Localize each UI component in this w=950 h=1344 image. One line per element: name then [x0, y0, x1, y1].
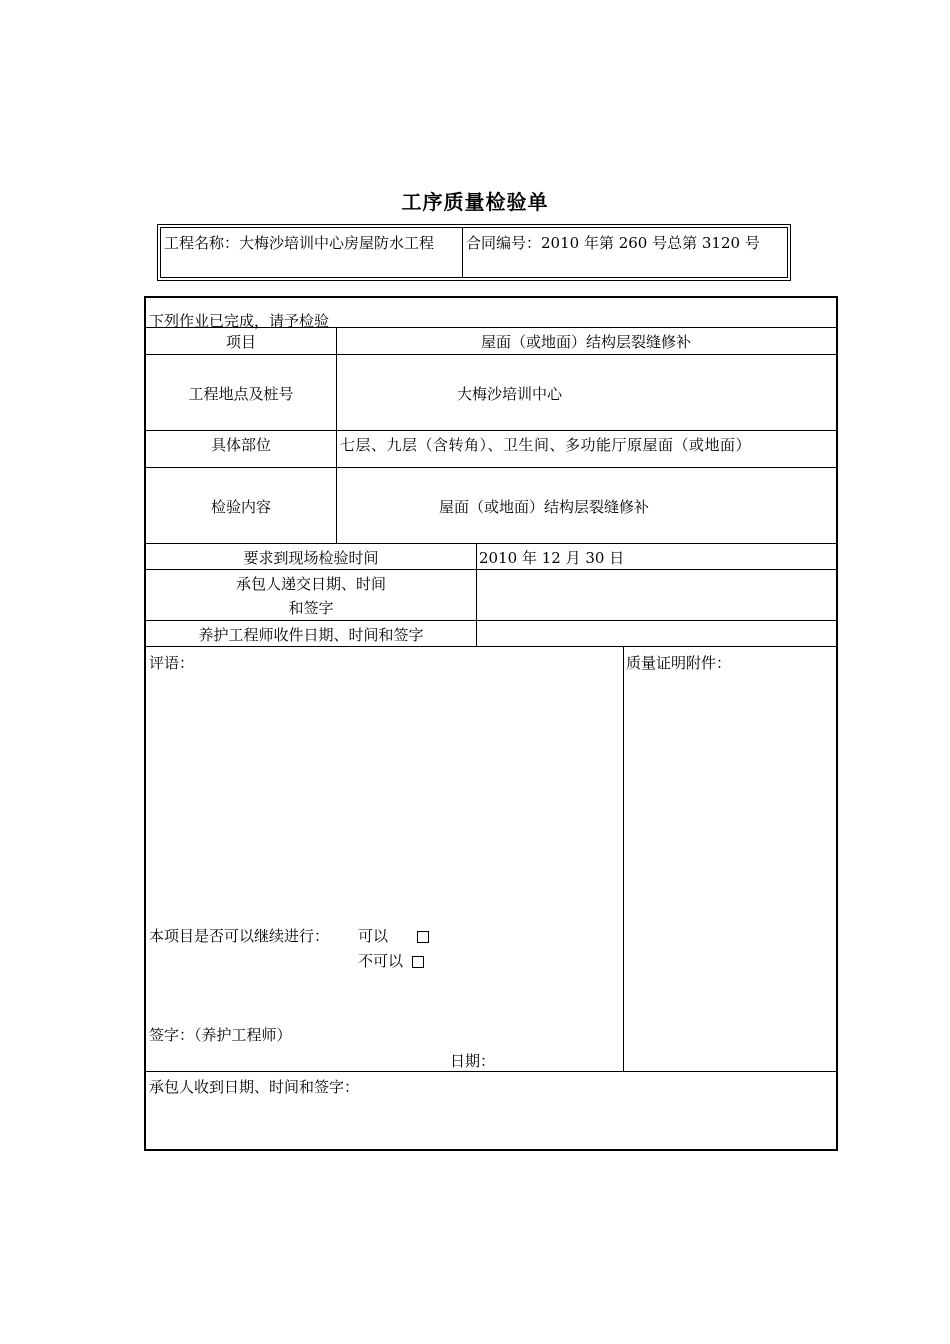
- project-name: 工程名称：大梅沙培训中心房屋防水工程: [161, 228, 463, 277]
- location-value: 大梅沙培训中心: [457, 385, 563, 403]
- item-label: 项目: [225, 333, 256, 351]
- attachments-label: 质量证明附件：: [626, 654, 732, 672]
- contractor-submit-label: 承包人递交日期、时间: [235, 575, 386, 593]
- contract-number: 合同编号：2010 年第 260 号总第 3120 号: [466, 234, 760, 252]
- engineer-receive-label: 养护工程师收件日期、时间和签字: [198, 626, 424, 644]
- no-checkbox[interactable]: [412, 956, 424, 968]
- signature-label: 签字：（养护工程师）: [149, 1026, 292, 1044]
- date-label: 日期：: [450, 1052, 496, 1070]
- continue-question: 本项目是否可以继续进行：: [149, 927, 330, 945]
- header-box: [157, 224, 791, 281]
- content-value: 屋面（或地面）结构层裂缝修补: [439, 498, 650, 516]
- inspection-form: [144, 296, 838, 1151]
- yes-checkbox[interactable]: [417, 931, 429, 943]
- option-yes-label: 可以: [358, 927, 389, 945]
- option-no-label: 不可以: [358, 952, 404, 970]
- required-time-label: 要求到现场检验时间: [243, 549, 379, 567]
- part-label: 具体部位: [210, 436, 271, 454]
- comments-label: 评语：: [149, 654, 195, 672]
- contractor-receive-label: 承包人收到日期、时间和签字：: [149, 1078, 360, 1096]
- location-label: 工程地点及桩号: [188, 385, 294, 403]
- required-time-value: 2010 年 12 月 30 日: [479, 549, 625, 567]
- part-value: 七层、九层（含转角）、卫生间、多功能厅原屋面（或地面）: [340, 436, 752, 454]
- content-label: 检验内容: [210, 498, 271, 516]
- option-no[interactable]: [358, 951, 424, 971]
- intro-text: 下列作业已完成，请予检验: [149, 312, 330, 330]
- page-title: 工序质量检验单: [401, 190, 549, 214]
- contractor-submit-label-2: 和签字: [288, 599, 334, 617]
- item-value: 屋面（或地面）结构层裂缝修补: [480, 333, 691, 351]
- option-yes[interactable]: [358, 926, 429, 946]
